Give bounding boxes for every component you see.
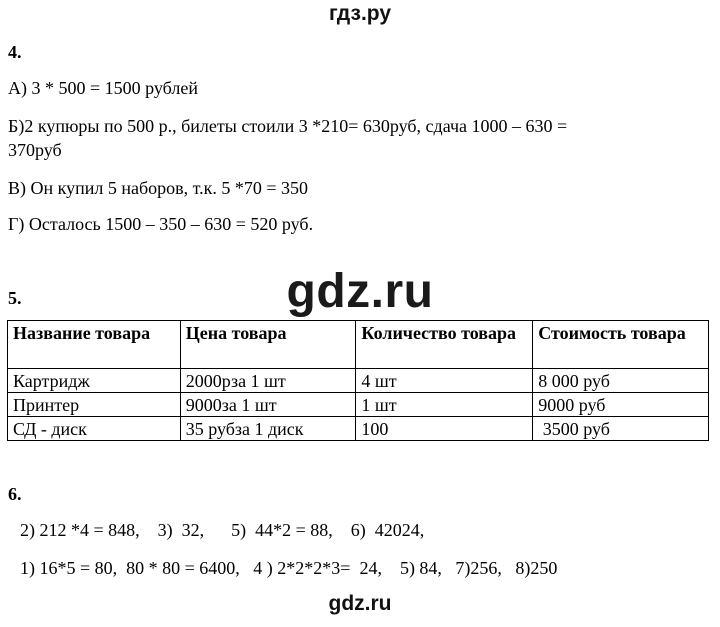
- header-cost: Стоимость товара: [533, 321, 709, 369]
- task-5-number: 5.: [8, 288, 22, 308]
- header-price: Цена товара: [180, 321, 356, 369]
- header-quantity: Количество товара: [356, 321, 533, 369]
- task-6-number: 6.: [8, 484, 22, 504]
- table-cell: 8 000 руб: [533, 369, 709, 393]
- table-header-row: [8, 321, 709, 369]
- table-cell: 1 шт: [356, 393, 533, 417]
- table-cell: СД - диск: [8, 417, 181, 441]
- task-4-line-v: В) Он купил 5 наборов, т.к. 5 *70 = 350: [8, 178, 309, 198]
- task-4-line-b: Б)2 купюры по 500 р., билеты стоили 3 *210= 630руб, сдача 1000 – 630 =: [8, 116, 568, 136]
- goods-table: [7, 320, 709, 441]
- table-row: [8, 417, 709, 441]
- header-product-name: Название товара: [8, 321, 181, 369]
- table-cell: 9000за 1 шт: [180, 393, 356, 417]
- task-4-line-a: А) 3 * 500 = 1500 рублей: [8, 78, 198, 98]
- task-6-line-2: 1) 16*5 = 80, 80 * 80 = 6400, 4 ) 2*2*2*3= 24, 5) 84, 7)256, 8)250: [20, 558, 558, 578]
- site-header: гдз.ру: [328, 2, 392, 25]
- table-cell: 9000 руб: [533, 393, 709, 417]
- task-4-number: 4.: [8, 42, 22, 62]
- table-row: [8, 393, 709, 417]
- table-cell: Принтер: [8, 393, 181, 417]
- table-cell: 3500 руб: [533, 417, 709, 441]
- table-cell: Картридж: [8, 369, 181, 393]
- task-4-line-b-cont: 370руб: [8, 140, 62, 160]
- table-cell: 35 рубза 1 диск: [180, 417, 356, 441]
- table-row: [8, 369, 709, 393]
- task-4-line-g: Г) Осталось 1500 – 350 – 630 = 520 руб.: [8, 214, 314, 234]
- table-cell: 4 шт: [356, 369, 533, 393]
- watermark: gdz.ru: [286, 265, 434, 318]
- table-cell: 100: [356, 417, 533, 441]
- site-footer: gdz.ru: [328, 592, 392, 615]
- table-cell: 2000рза 1 шт: [180, 369, 356, 393]
- task-6-line-1: 2) 212 *4 = 848, 3) 32, 5) 44*2 = 88, 6) 42024,: [20, 520, 425, 540]
